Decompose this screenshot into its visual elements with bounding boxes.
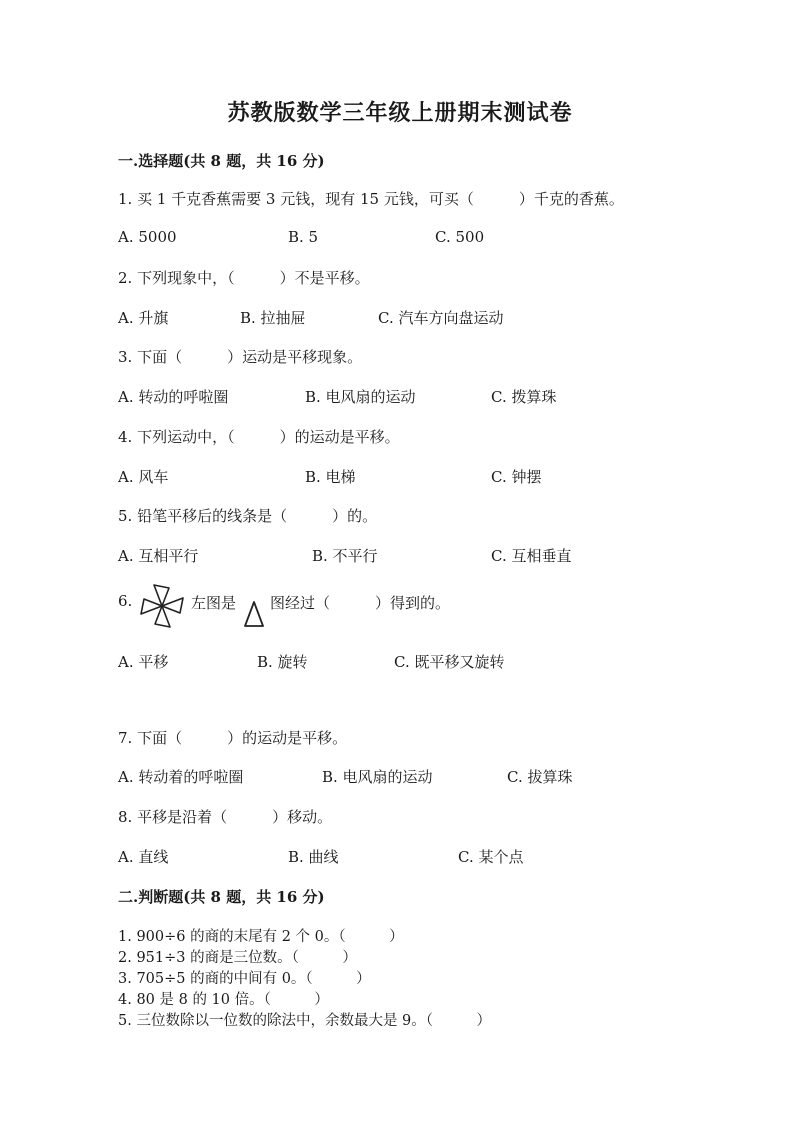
- triangle-figure-icon: [243, 600, 265, 628]
- question-6-number: 6.: [118, 592, 133, 610]
- question-8: 8. 平移是沿着（ ）移动。: [118, 808, 333, 826]
- question-6-text-part2: 图经过（ ）得到的。: [270, 594, 451, 612]
- q2-option-c: C. 汽车方向盘运动: [378, 309, 504, 327]
- q1-option-a: A. 5000: [118, 228, 177, 246]
- q8-option-a: A. 直线: [118, 848, 169, 866]
- q1-option-b: B. 5: [288, 228, 319, 246]
- section-heading-judgement: 二.判断题(共 8 题，共 16 分): [118, 888, 325, 906]
- q3-option-c: C. 拨算珠: [491, 388, 557, 406]
- question-7: 7. 下面（ ）的运动是平移。: [118, 729, 348, 747]
- question-6-text-part1: 左图是: [191, 594, 237, 612]
- q5-option-b: B. 不平行: [312, 547, 378, 565]
- judgement-item-4: 4. 80 是 8 的 10 倍。（ ）: [118, 992, 329, 1008]
- q2-option-a: A. 升旗: [118, 309, 169, 327]
- q8-option-c: C. 某个点: [458, 848, 524, 866]
- judgement-item-1: 1. 900÷6 的商的末尾有 2 个 0。（ ）: [118, 929, 404, 945]
- q3-option-a: A. 转动的呼啦圈: [118, 388, 229, 406]
- pinwheel-figure-icon: [138, 582, 186, 630]
- question-5: 5. 铅笔平移后的线条是（ ）的。: [118, 507, 378, 525]
- question-1: 1. 买 1 千克香蕉需要 3 元钱，现有 15 元钱，可买（ ）千克的香蕉。: [118, 190, 624, 208]
- q7-option-c: C. 拔算珠: [507, 768, 573, 786]
- q8-option-b: B. 曲线: [288, 848, 339, 866]
- q6-option-c: C. 既平移又旋转: [394, 653, 505, 671]
- q5-option-a: A. 互相平行: [118, 547, 199, 565]
- q5-option-c: C. 互相垂直: [491, 547, 572, 565]
- q7-option-b: B. 电风扇的运动: [322, 768, 433, 786]
- q2-option-b: B. 拉抽屉: [240, 309, 306, 327]
- question-2: 2. 下列现象中，（ ）不是平移。: [118, 269, 370, 287]
- q6-option-b: B. 旋转: [257, 653, 308, 671]
- q4-option-a: A. 风车: [118, 468, 169, 486]
- judgement-item-5: 5. 三位数除以一位数的除法中，余数最大是 9。（ ）: [118, 1013, 492, 1029]
- q6-option-a: A. 平移: [118, 653, 169, 671]
- question-4: 4. 下列运动中，（ ）的运动是平移。: [118, 428, 400, 446]
- q4-option-c: C. 钟摆: [491, 468, 542, 486]
- judgement-item-2: 2. 951÷3 的商是三位数。（ ）: [118, 950, 357, 966]
- q7-option-a: A. 转动着的呼啦圈: [118, 768, 244, 786]
- section-heading-choice: 一.选择题(共 8 题，共 16 分): [118, 152, 325, 170]
- question-3: 3. 下面（ ）运动是平移现象。: [118, 348, 363, 366]
- page-title: 苏教版数学三年级上册期末测试卷: [227, 100, 573, 126]
- q3-option-b: B. 电风扇的运动: [305, 388, 416, 406]
- judgement-item-3: 3. 705÷5 的商的中间有 0。（ ）: [118, 971, 371, 987]
- q4-option-b: B. 电梯: [305, 468, 356, 486]
- q1-option-c: C. 500: [435, 228, 485, 246]
